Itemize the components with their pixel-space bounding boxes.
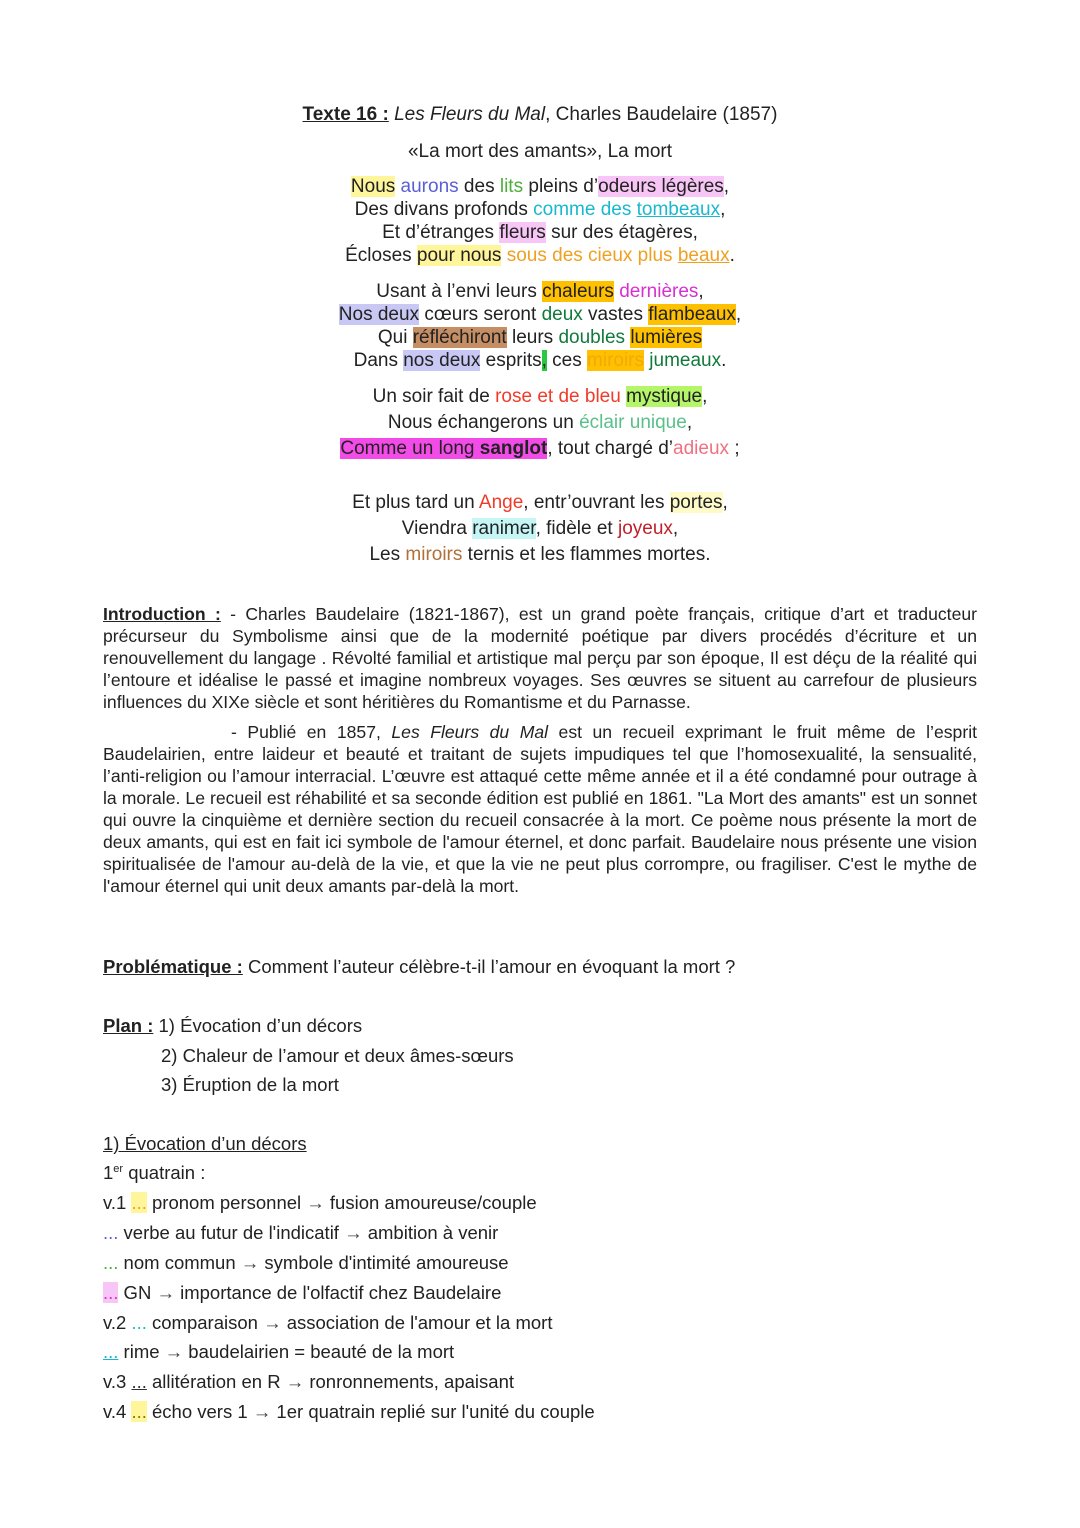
problematique: Problématique : Comment l’auteur célèbre-t-il l’amour en évoquant la mort ? [103, 956, 736, 977]
plan-label: Plan : [103, 1015, 154, 1036]
verse-line: Nous aurons des lits pleins d’odeurs légères, [350, 176, 730, 197]
plan-item-3: 3) Éruption de la mort [161, 1074, 339, 1095]
plan-item-2: 2) Chaleur de l’amour et deux âmes-sœurs [161, 1045, 514, 1066]
verse-line: Des divans profonds comme des tombeaux, [354, 199, 726, 220]
verse-line: Un soir fait de rose et de bleu mystique, [372, 386, 708, 407]
title-author-year: , Charles Baudelaire (1857) [545, 104, 778, 125]
document-title [0, 104, 1080, 126]
verse-line: Et d’étranges fleurs sur des étagères, [382, 222, 698, 243]
verse-line: Nos deux cœurs seront deux vastes flambeaux, [338, 304, 742, 325]
analysis-row: ... GN → importance de l'olfactif chez Baudelaire [103, 1282, 502, 1303]
introduction-paragraph-1: Introduction : - Charles Baudelaire (1821-1867), est un grand poète français, critique d’art et traducteur précurseur du Symbolisme ainsi que de la modernité poétique par divers procédés d’écriture et un renouvellement du langage . Révolté familial et artistique mal perçu par son époque, Il est déçu de la réalité qui l’entoure et idéalise le passé et imagine nombreux voyages. Ses œuvres se situent au carrefour de plusieurs influences du XIXe siècle et sont héritières du Romantisme et du Parnasse. [103, 604, 977, 712]
verse-line: Comme un long sanglot, tout chargé d’adieux ; [340, 438, 740, 459]
verse-line: Écloses pour nous sous des cieux plus beaux. [345, 245, 735, 266]
problematique-label: Problématique : [103, 956, 243, 977]
introduction-paragraph-2: - Publié en 1857, Les Fleurs du Mal est un recueil exprimant le fruit même de l’esprit Baudelairien, entre laideur et beauté et traitant de sujets impudiques tel que l’homosexualité, la sensualité, l’anti-religion ou l’amour interracial. L’œuvre est attaqué cette même année et il a été condamné pour outrage à la morale. Le recueil est réhabilité et sa seconde édition est publié en 1861. "La Mort des amants" est un sonnet qui ouvre la cinquième et dernière section du recueil consacrée à la mort. Ce poème nous présente la mort de deux amants, qui est en fait ici symbole de l'amour éternel, et donc parfait. Baudelaire nous présente une vision spiritualisée de l'amour au-delà de la vie, et que la vie ne peut plus corrompre, ou fragiliser. C'est le mythe de l'amour éternel qui unit deux amants par-delà la mort. [103, 722, 977, 896]
analysis-row: v.2 ... comparaison → association de l'amour et la mort [103, 1312, 553, 1333]
analysis-row: ... verbe au futur de l'indicatif → ambition à venir [103, 1222, 499, 1243]
title-work: Les Fleurs du Mal [394, 104, 546, 125]
analysis-row: ... rime → baudelairien = beauté de la mort [103, 1341, 455, 1362]
verse-line: Dans nos deux esprits, ces miroirs jumeaux. [353, 350, 727, 371]
verse-line: Nous échangerons un éclair unique, [387, 412, 693, 433]
poem-stanza-4 [0, 490, 1080, 568]
analysis-row: v.4 ... écho vers 1 → 1er quatrain replié sur l'unité du couple [103, 1401, 595, 1422]
poem-stanza-2 [0, 280, 1080, 372]
title-label: Texte 16 : [302, 104, 389, 125]
analysis-row: v.3 ... allitération en R → ronronnements, apaisant [103, 1371, 514, 1392]
poem-stanza-1 [0, 175, 1080, 267]
analysis-row: ... nom commun → symbole d'intimité amoureuse [103, 1252, 509, 1273]
verse-line: Et plus tard un Ange, entr’ouvrant les portes, [352, 492, 728, 513]
quatrain-label: 1er quatrain : [103, 1162, 206, 1183]
verse-line: Viendra ranimer, fidèle et joyeux, [401, 518, 679, 539]
section-heading: 1) Évocation d’un décors [103, 1133, 307, 1154]
verse-line: Les miroirs ternis et les flammes mortes. [369, 544, 711, 565]
plan-item-1: Plan : 1) Évocation d’un décors [103, 1015, 363, 1036]
poem-stanza-3 [0, 384, 1080, 462]
verse-line: Usant à l’envi leurs chaleurs dernières, [376, 281, 704, 302]
verse-line: Qui réfléchiront leurs doubles lumières [377, 327, 703, 348]
analysis-row: v.1 ... pronom personnel → fusion amoureuse/couple [103, 1192, 537, 1213]
poem-subtitle: «La mort des amants», La mort [407, 141, 672, 162]
introduction-label: Introduction : [103, 604, 221, 624]
